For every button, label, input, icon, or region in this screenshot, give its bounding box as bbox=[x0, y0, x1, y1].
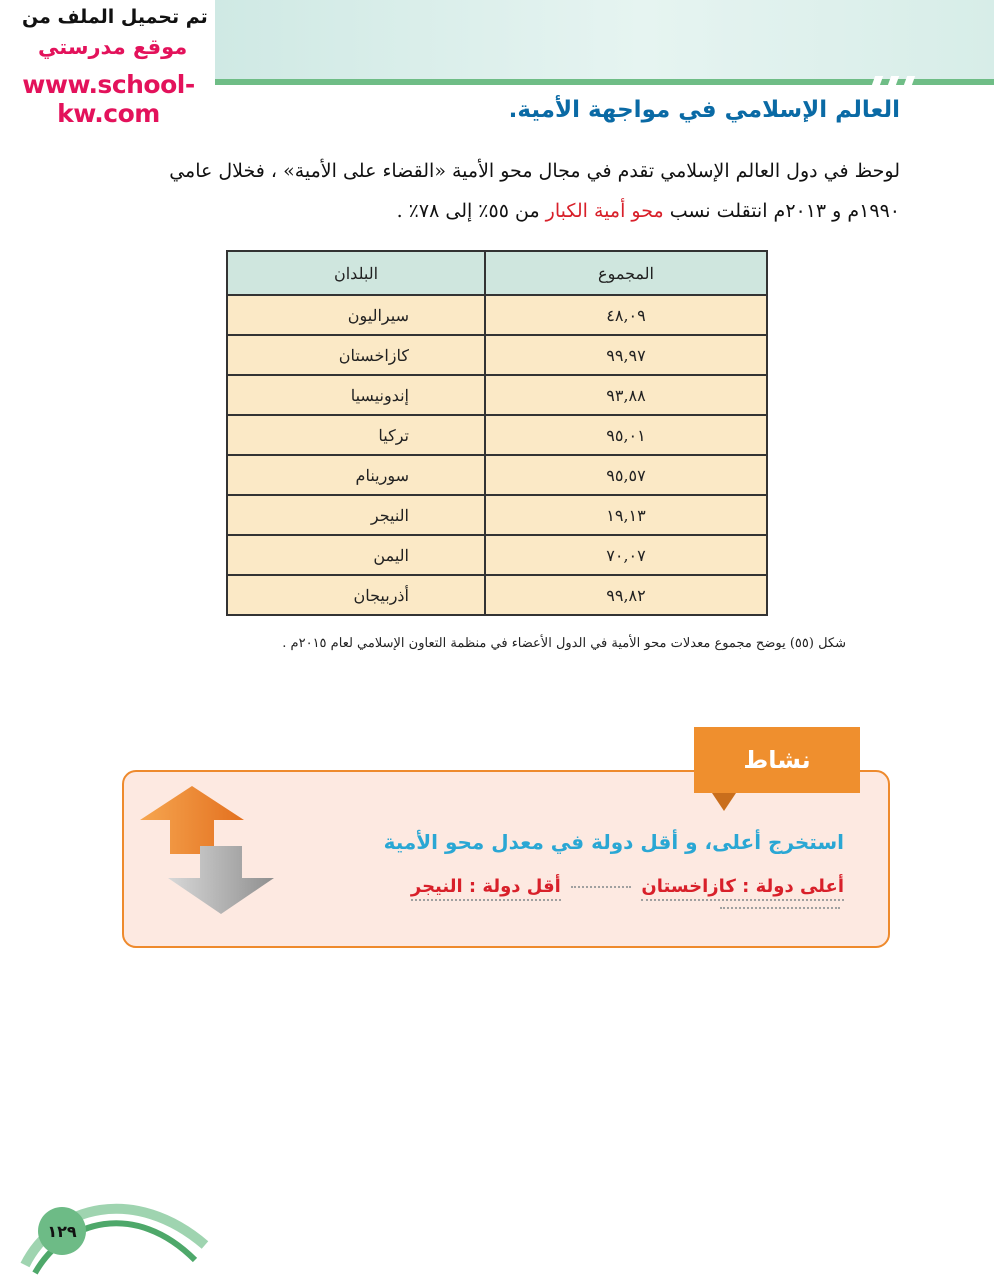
total-cell: ٩٩,٩٧ bbox=[485, 335, 767, 375]
paragraph-text: لوحظ في دول العالم الإسلامي تقدم في مجال محو الأمية «القضاء على الأمية» ، فخلال عامي bbox=[169, 160, 900, 182]
country-cell: سورينام bbox=[227, 455, 485, 495]
country-cell: كازاخستان bbox=[227, 335, 485, 375]
watermark-url[interactable]: www.school-kw.com bbox=[22, 70, 195, 128]
activity-tab-notch bbox=[712, 793, 736, 811]
activity-answer bbox=[324, 876, 844, 918]
table-row bbox=[227, 415, 767, 455]
paragraph-line-2 bbox=[397, 200, 900, 222]
header-band bbox=[215, 0, 994, 80]
table-header-row bbox=[227, 251, 767, 295]
total-cell: ٤٨,٠٩ bbox=[485, 295, 767, 335]
country-cell: النيجر bbox=[227, 495, 485, 535]
table-row bbox=[227, 295, 767, 335]
page-number: ١٢٩ bbox=[38, 1207, 86, 1255]
table-row bbox=[227, 375, 767, 415]
table-row bbox=[227, 575, 767, 615]
watermark-line-2: موقع مدرستي bbox=[38, 35, 188, 59]
activity-question: استخرج أعلى، و أقل دولة في معدل محو الأمية bbox=[383, 830, 844, 854]
table-row bbox=[227, 535, 767, 575]
site-watermark bbox=[0, 0, 215, 128]
answer-lowest: أقل دولة : النيجر bbox=[411, 876, 561, 901]
table-row bbox=[227, 495, 767, 535]
column-header-country: البلدان bbox=[227, 251, 485, 295]
activity-tab-label: نشاط bbox=[743, 746, 811, 774]
table-row bbox=[227, 335, 767, 375]
answer-dotted-line bbox=[571, 886, 631, 888]
country-cell: اليمن bbox=[227, 535, 485, 575]
country-cell: أذربيجان bbox=[227, 575, 485, 615]
total-cell: ١٩,١٣ bbox=[485, 495, 767, 535]
total-cell: ٧٠,٠٧ bbox=[485, 535, 767, 575]
country-cell: سيراليون bbox=[227, 295, 485, 335]
total-cell: ٩٣,٨٨ bbox=[485, 375, 767, 415]
column-header-total: المجموع bbox=[485, 251, 767, 295]
answer-dotted-line bbox=[720, 907, 840, 909]
paragraph-text: ١٩٩٠م و ٢٠١٣م انتقلت نسب bbox=[669, 200, 900, 222]
up-down-arrows-icon bbox=[140, 786, 276, 914]
total-cell: ٩٩,٨٢ bbox=[485, 575, 767, 615]
paragraph-text: من ٥٥٪ إلى ٧٨٪ . bbox=[396, 200, 540, 222]
table-row bbox=[227, 455, 767, 495]
paragraph-highlight: محو أمية الكبار bbox=[545, 200, 664, 222]
literacy-table bbox=[226, 250, 768, 616]
watermark-line-1: تم تحميل الملف من bbox=[22, 6, 208, 28]
figure-caption: شكل (٥٥) يوضح مجموع معدلات محو الأمية في الدول الأعضاء في منظمة التعاون الإسلامي لعام ٢٠١٥م . bbox=[282, 636, 846, 651]
country-cell: إندونيسيا bbox=[227, 375, 485, 415]
total-cell: ٩٥,٠١ bbox=[485, 415, 767, 455]
answer-highest: أعلى دولة : كازاخستان bbox=[641, 876, 844, 901]
activity-tab bbox=[694, 727, 860, 793]
country-cell: تركيا bbox=[227, 415, 485, 455]
paragraph-line-1 bbox=[94, 160, 900, 182]
total-cell: ٩٥,٥٧ bbox=[485, 455, 767, 495]
section-heading: العالم الإسلامي في مواجهة الأمية. bbox=[508, 97, 900, 123]
